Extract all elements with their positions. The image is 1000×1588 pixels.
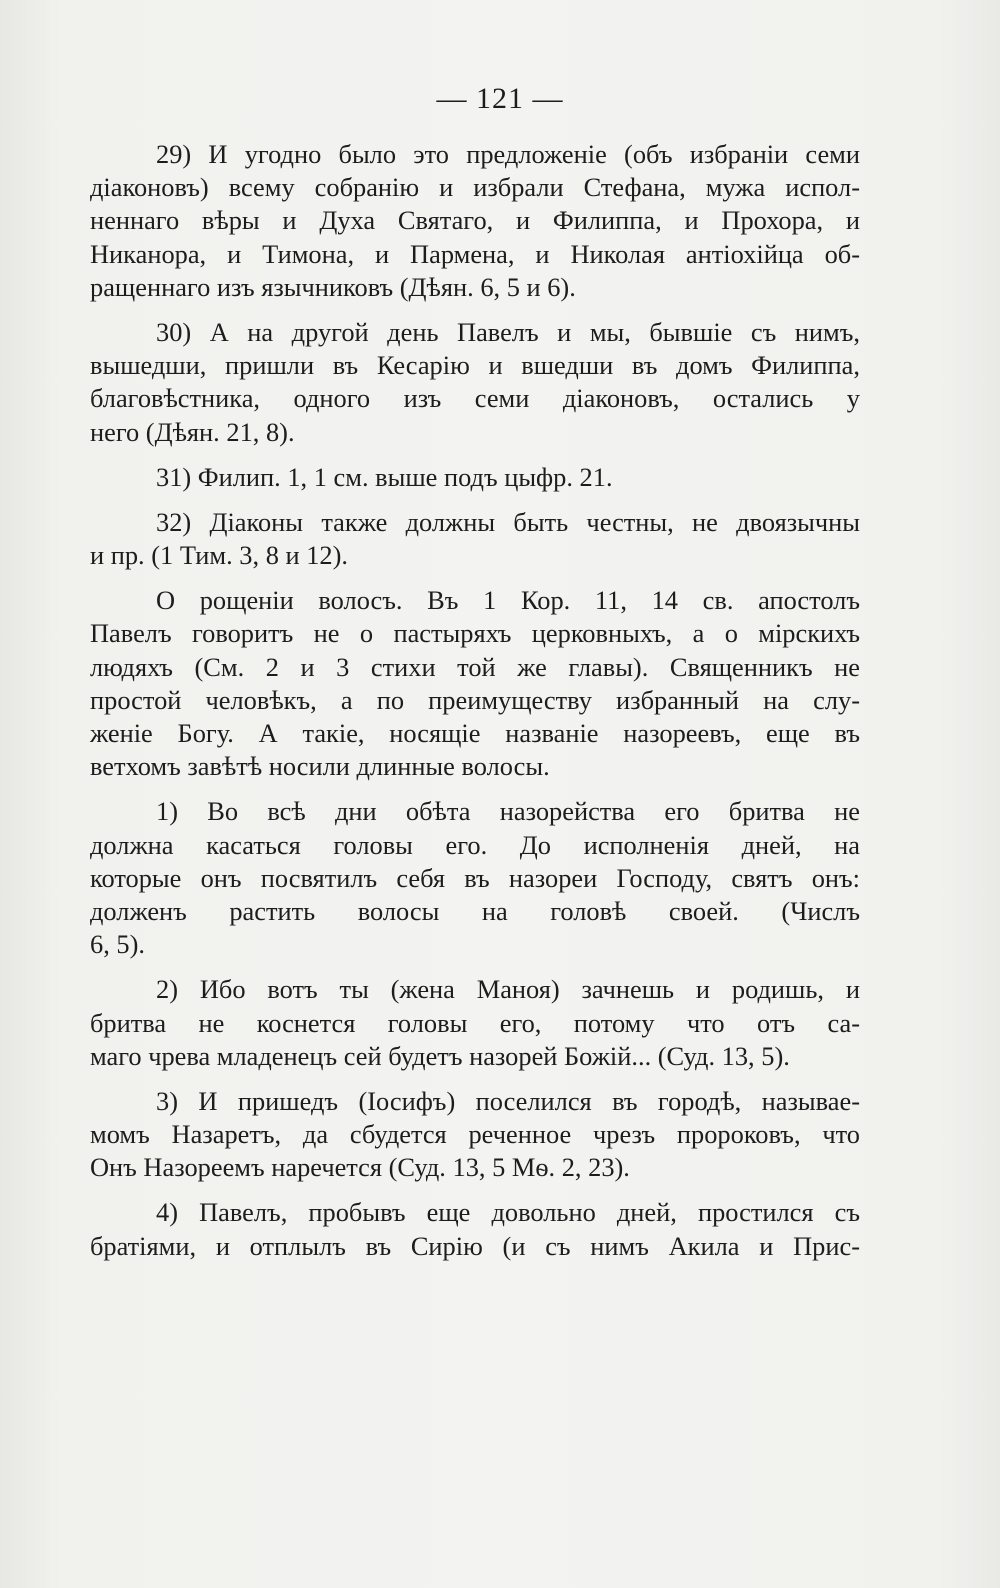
paragraph-29	[90, 138, 860, 304]
text-line: 30) А на другой день Павелъ и мы, бывшіе съ нимъ,	[156, 316, 860, 347]
text-line: людяхъ (См. 2 и 3 стихи той же главы). Священникъ не	[90, 651, 860, 682]
text-line: которые онъ посвятилъ себя въ назореи Господу, святъ онъ:	[90, 862, 860, 893]
text-line: и пр. (1 Тим. 3, 8 и 12).	[90, 540, 348, 571]
paragraph-32	[90, 506, 860, 572]
text-line: 31) Филип. 1, 1 см. выше подъ цыфр. 21.	[156, 461, 613, 492]
text-line: женіе Богу. А такіе, носящіе названіе назореевъ, еще въ	[90, 718, 860, 748]
text-line: 2) Ибо вотъ ты (жена Маноя) зачнешь и родишь, и	[156, 974, 860, 1005]
paragraph-4	[90, 1196, 860, 1262]
text-line: 6, 5).	[90, 929, 145, 960]
page-number: — 121 —	[436, 82, 564, 115]
text-line: братіями, и отплылъ въ Сирію (и съ нимъ Акила и Прис-	[90, 1230, 860, 1261]
text-line: вышедши, пришли въ Кесарію и вшедши въ домъ Филиппа,	[90, 350, 860, 381]
text-line: него (Дѣян. 21, 8).	[90, 416, 295, 447]
text-line: Павелъ говоритъ не о пастыряхъ церковныхъ, а о мірскихъ	[90, 618, 860, 649]
text-line: 32) Діаконы также должны быть честны, не двоязычны	[156, 506, 860, 537]
paragraph-2	[90, 973, 860, 1073]
paragraph-31	[90, 461, 860, 494]
paragraph-30	[90, 316, 860, 449]
text-line: должна касаться головы его. До исполненія дней, на	[90, 829, 860, 860]
text-line: Никанора, и Тимона, и Пармена, и Николая антіохійца об-	[90, 238, 860, 269]
text-line: бритва не коснется головы его, потому что отъ са-	[90, 1007, 860, 1038]
paragraph-hair	[90, 584, 860, 783]
text-line: Онъ Назореемъ наречется (Суд. 13, 5 Мѳ. 2, 23).	[90, 1152, 630, 1183]
text-line: О рощеніи волосъ. Въ 1 Кор. 11, 14 св. апостолъ	[156, 585, 860, 616]
text-line: благовѣстника, одного изъ семи діаконовъ, остались у	[90, 383, 860, 414]
body-text	[90, 138, 860, 1275]
text-line: долженъ растить волосы на головѣ своей. (Числъ	[90, 895, 860, 926]
text-line: діаконовъ) всему собранію и избрали Стефана, мужа испол-	[90, 172, 860, 203]
text-line: маго чрева младенецъ сей будетъ назорей Божій... (Суд. 13, 5).	[90, 1040, 790, 1071]
paragraph-1	[90, 795, 860, 961]
text-line: 3) И пришедъ (Іосифъ) поселился въ городѣ, называе-	[156, 1085, 860, 1116]
text-line: момъ Назаретъ, да сбудется реченное чрезъ пророковъ, что	[90, 1119, 860, 1150]
text-line: 4) Павелъ, пробывъ еще довольно дней, простился съ	[156, 1197, 860, 1228]
text-line: ращеннаго изъ язычниковъ (Дѣян. 6, 5 и 6).	[90, 271, 576, 302]
text-line: неннаго вѣры и Духа Святаго, и Филиппа, и Прохора, и	[90, 205, 860, 236]
text-line: простой человѣкъ, а по преимуществу избранный на слу-	[90, 684, 860, 715]
text-line: 29) И угодно было это предложеніе (объ избраніи семи	[156, 139, 860, 169]
text-line: ветхомъ завѣтѣ носили длинные волосы.	[90, 751, 550, 782]
text-line: 1) Во всѣ дни обѣта назорейства его бритва не	[156, 796, 860, 827]
paragraph-3	[90, 1085, 860, 1185]
